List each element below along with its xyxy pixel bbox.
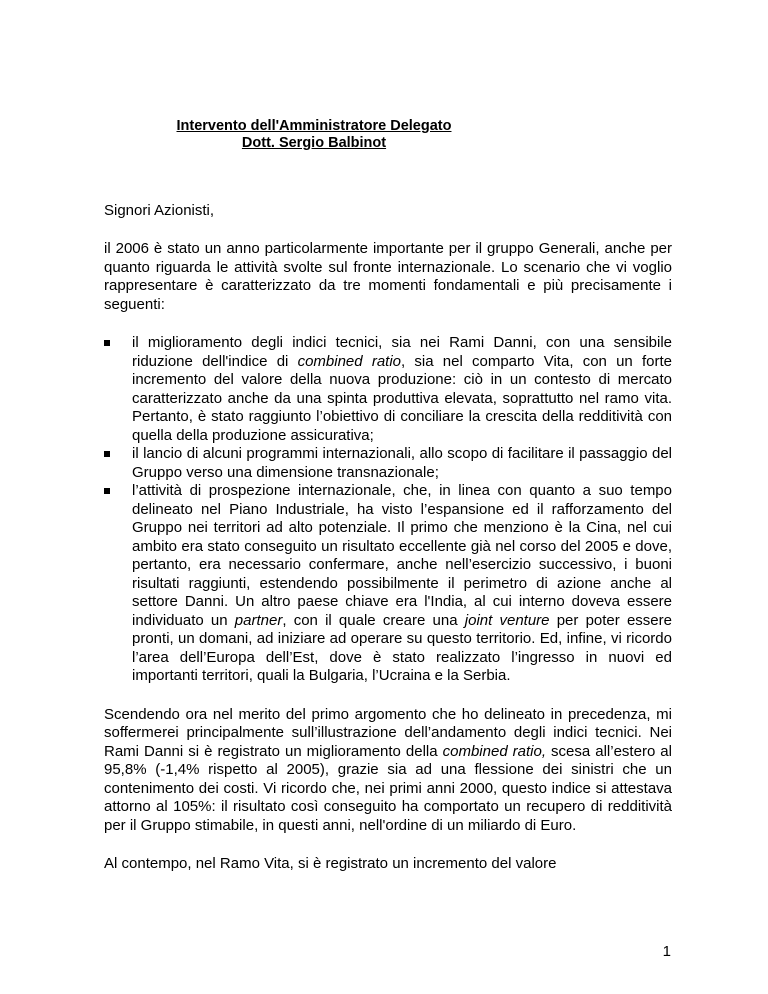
bullet-item-technical-indices: il miglioramento degli indici tecnici, sia nei Rami Danni, con una sensibile riduzione dell'indice di combined ratio, sia nel comparto Vita, con un forte incremento del valore della nuova produzione: ciò in un contesto di mercato caratterizzato anche da una spinta produttiva elevata, soprattutto nel ramo vita. Pertanto, è stato raggiunto l’obiettivo di conciliare la crescita della redditività con quella della produzione assicurativa;: [104, 334, 672, 445]
square-bullet-icon: [104, 451, 110, 457]
salutation: Signori Azionisti,: [104, 202, 215, 219]
speech-title: [84, 118, 544, 152]
title-line-2: Dott. Sergio Balbinot: [241, 135, 387, 151]
paragraph-technical-indices: Scendendo ora nel merito del primo argomento che ho delineato in precedenza, mi soffermerei principalmente sull’illustrazione dell’andamento degli indici tecnici. Nei Rami Danni si è registrato un miglioramento della combined ratio, scesa all’estero al 95,8% (-1,4% rispetto al 2005), grazie sia ad una flessione dei sinistri che un contenimento dei costi. Vi ricordo che, nei primi anni 2000, questo indice si attestava attorno al 105%: il risultato così conseguito ha comportato un recupero di redditività per il Gruppo stimabile, in questi anni, nell'ordine di un miliardo di Euro.: [104, 705, 672, 834]
title-line-1: Intervento dell'Amministratore Delegato: [176, 118, 452, 134]
bullet-item-international-programs: il lancio di alcuni programmi internazionali, allo scopo di facilitare il passaggio del Gruppo verso una dimensione transnazionale;: [104, 445, 672, 482]
bullet-item-international-prospecting: l’attività di prospezione internazionale, che, in linea con quanto a suo tempo delineato nel Piano Industriale, ha visto l’espansione ed il rafforzamento del Gruppo nei territori ad alto potenziale. Il primo che menziono è la Cina, nel cui ambito era stato conseguito un risultato eccellente già nel corso del 2005 e dove, pertanto, era necessario confermare, anche nell’esercizio successivo, i buoni risultati raggiunti, estendendo possibilmente il perimetro di azione anche al settore Danni. Un altro paese chiave era l'India, al cui interno doveva essere individuato un partner, con il quale creare una joint venture per poter essere pronti, un domani, ad iniziare ad operare su questo territorio. Ed, infine, vi ricordo l’area dell’Europa dell’Est, dove è stato realizzato l’ingresso in nuovi ed importanti territori, quali la Bulgaria, l’Ucraina e la Serbia.: [104, 482, 672, 686]
square-bullet-icon: [104, 340, 110, 346]
document-page: [104, 118, 672, 874]
paragraph-life-segment: Al contempo, nel Ramo Vita, si è registrato un incremento del valore: [104, 855, 557, 872]
bullet-list: [104, 334, 672, 686]
intro-paragraph: il 2006 è stato un anno particolarmente importante per il gruppo Generali, anche per quanto riguarda le attività svolte sul fronte internazionale. Lo scenario che vi voglio rappresentare è caratterizzato da tre momenti fondamentali e più precisamente i seguenti:: [104, 240, 672, 313]
square-bullet-icon: [104, 488, 110, 494]
page-number: 1: [662, 943, 671, 960]
